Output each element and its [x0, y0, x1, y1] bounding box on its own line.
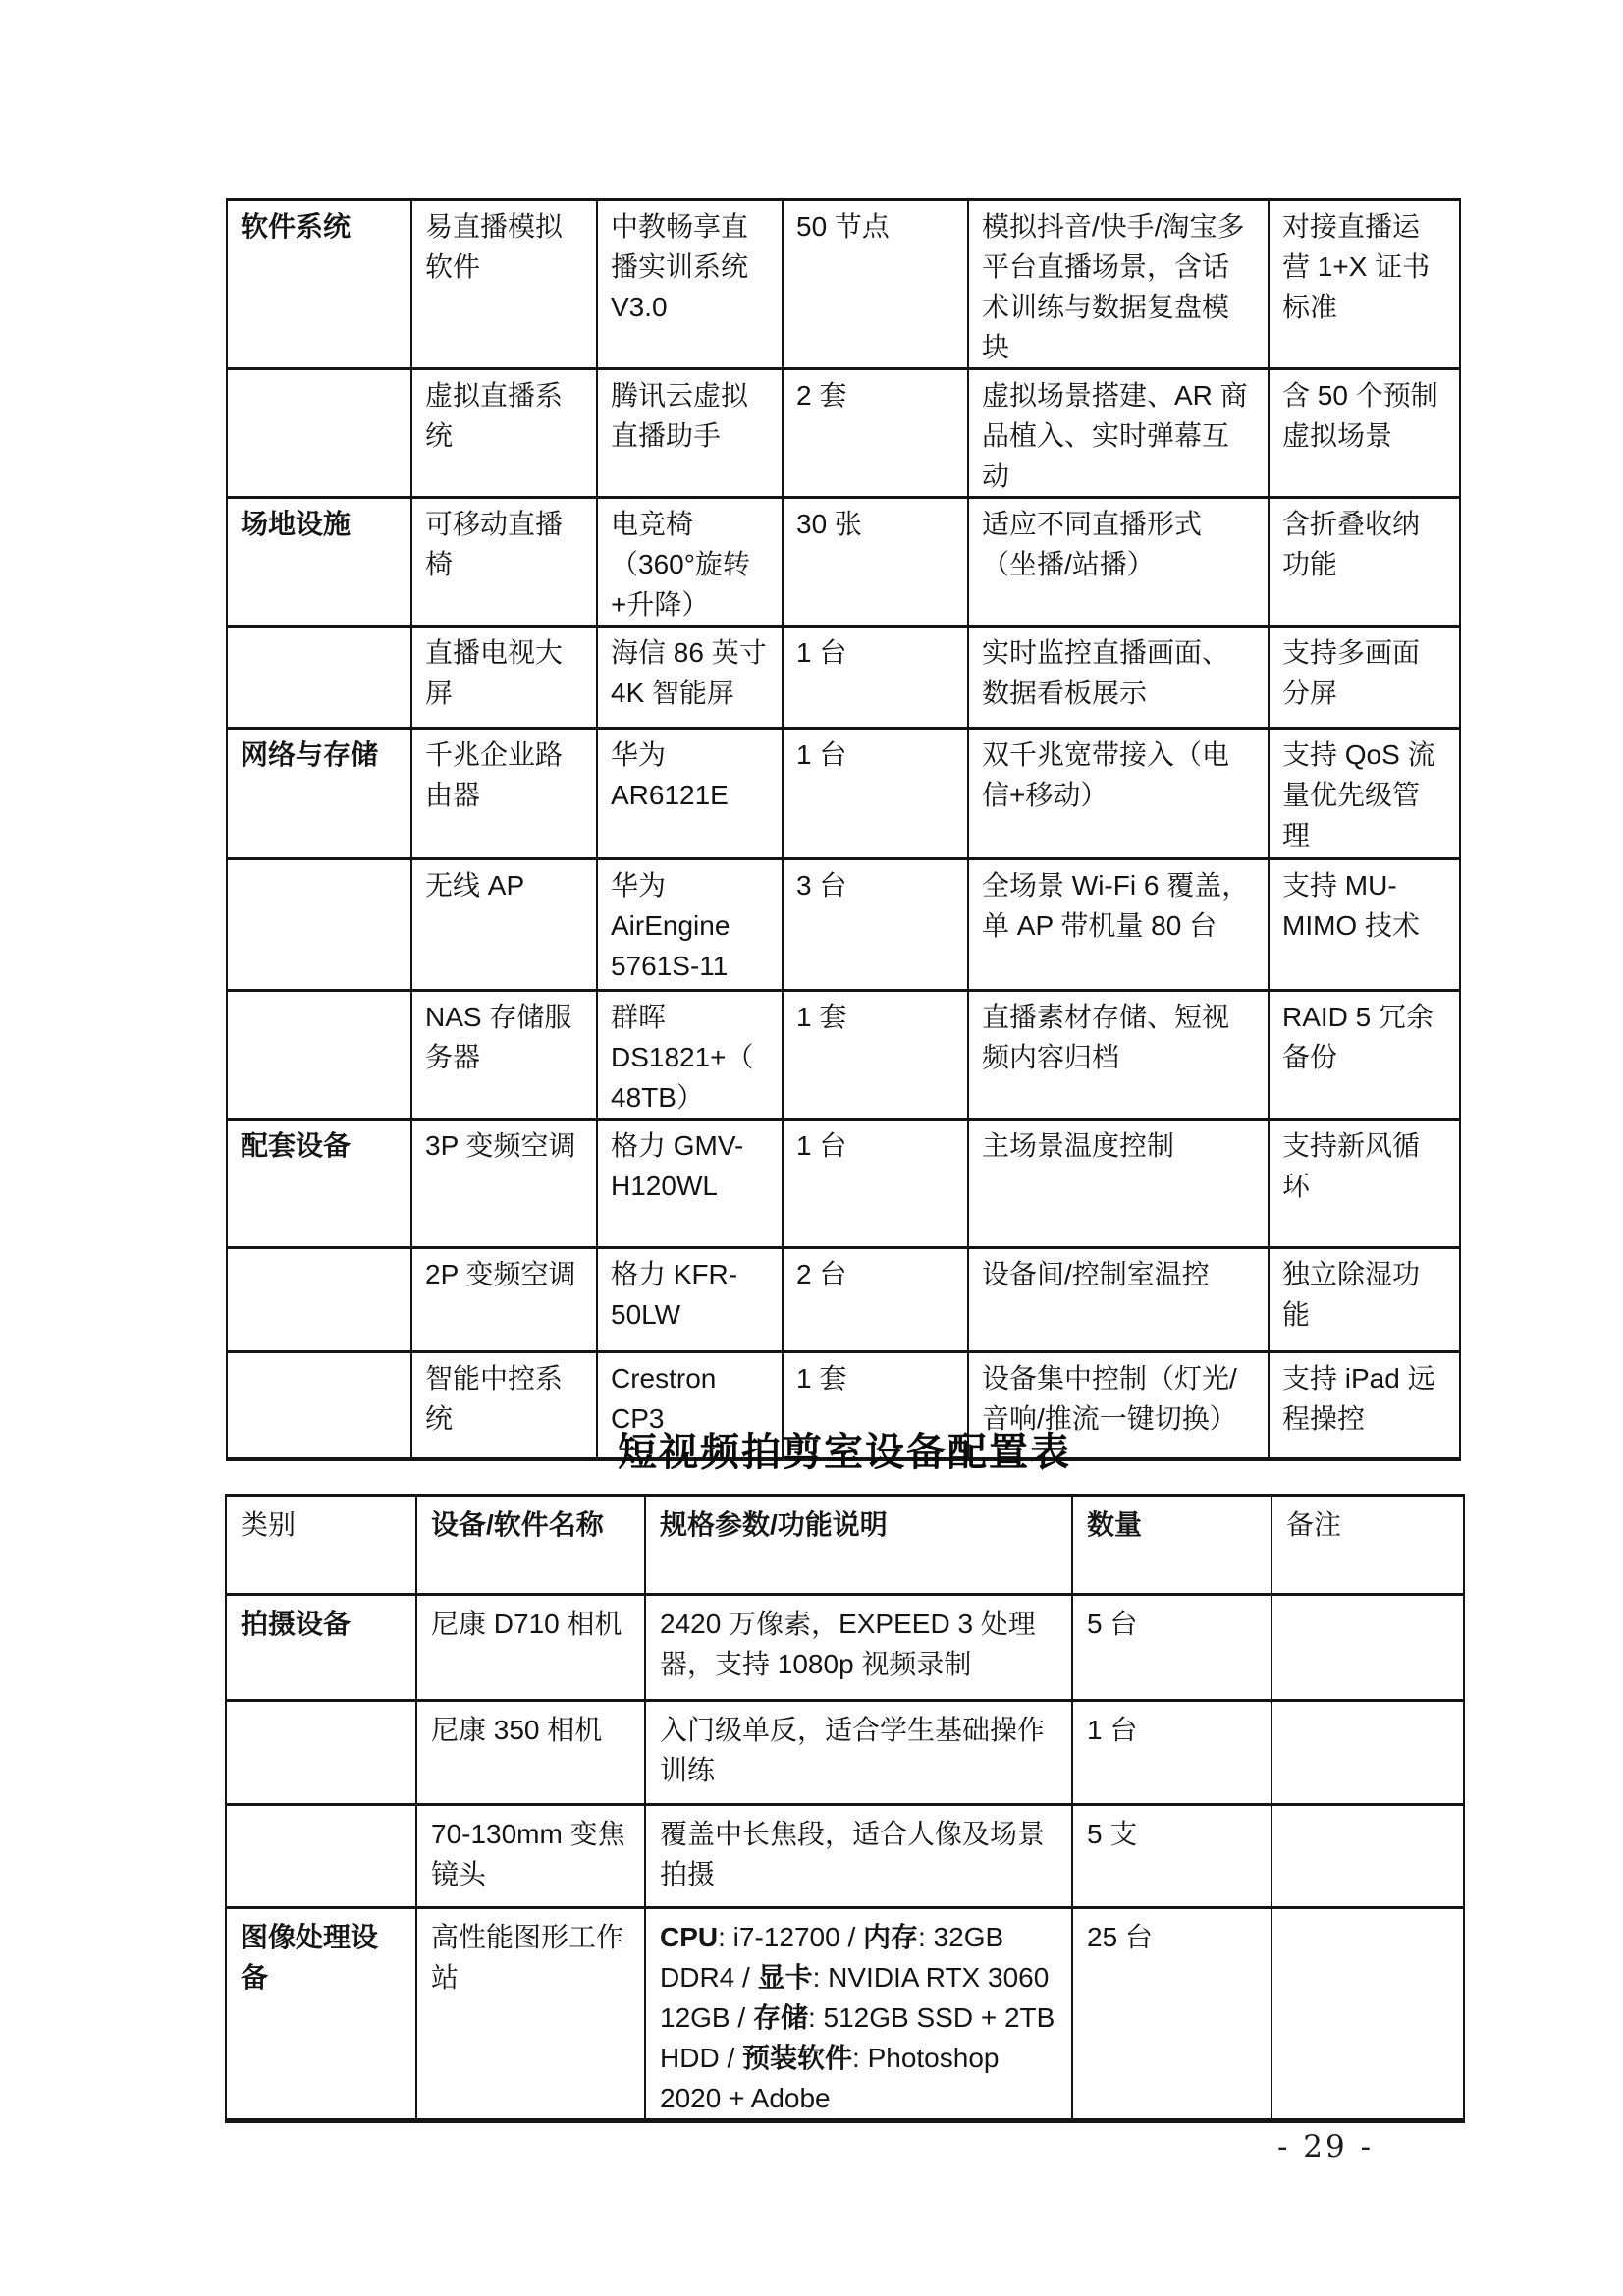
header-cell: 规格参数/功能说明 — [645, 1496, 1072, 1595]
header-cell: 类别 — [226, 1496, 416, 1595]
table-cell: 5 支 — [1072, 1805, 1271, 1908]
table-cell: NAS 存储服务器 — [411, 991, 597, 1120]
table-cell: 独立除湿功能 — [1269, 1248, 1460, 1352]
table-cell: 支持 QoS 流量优先级管理 — [1269, 729, 1460, 859]
table-cell: 虚拟场景搭建、AR 商品植入、实时弹幕互动 — [968, 369, 1269, 498]
table-cell: 2 台 — [783, 1248, 968, 1352]
video-editing-room-equipment-table — [225, 1494, 1465, 2123]
table-cell — [227, 859, 411, 991]
table-cell: 直播电视大屏 — [411, 627, 597, 729]
table-cell: 全场景 Wi-Fi 6 覆盖，单 AP 带机量 80 台 — [968, 859, 1269, 991]
table-cell: RAID 5 冗余备份 — [1269, 991, 1460, 1120]
table-cell: 图像处理设备 — [226, 1908, 416, 2121]
video-editing-room-table-title: 短视频拍剪室设备配置表 — [618, 1431, 1071, 1474]
table-cell: 支持 MU-MIMO 技术 — [1269, 859, 1460, 991]
header-cell: 数量 — [1072, 1496, 1271, 1595]
table-cell: 群晖 DS1821+（48TB） — [597, 991, 783, 1120]
table-cell: 千兆企业路由器 — [411, 729, 597, 859]
table-cell: 支持多画面分屏 — [1269, 627, 1460, 729]
table-cell: 虚拟直播系统 — [411, 369, 597, 498]
table-cell — [227, 369, 411, 498]
table-cell — [227, 627, 411, 729]
table-cell: 场地设施 — [227, 498, 411, 627]
table-cell: 入门级单反，适合学生基础操作训练 — [645, 1701, 1072, 1805]
table-cell: 格力 KFR-50LW — [597, 1248, 783, 1352]
table-cell: 华为 AR6121E — [597, 729, 783, 859]
table-row — [226, 1805, 1464, 1908]
table-cell: 覆盖中长焦段，适合人像及场景拍摄 — [645, 1805, 1072, 1908]
table-cell: 可移动直播椅 — [411, 498, 597, 627]
table-cell: 2420 万像素，EXPEED 3 处理器，支持 1080p 视频录制 — [645, 1595, 1072, 1701]
table-cell: 1 台 — [783, 729, 968, 859]
table-cell: Crestron CP3 — [597, 1352, 783, 1459]
table-cell: 1 套 — [783, 1352, 968, 1459]
table-row — [226, 1595, 1464, 1701]
table-cell: 高性能图形工作站 — [416, 1908, 645, 2121]
table-cell: 30 张 — [783, 498, 968, 627]
table-cell — [1271, 1805, 1464, 1908]
video-editing-room-table-body — [226, 1496, 1464, 2121]
table-cell: 软件系统 — [227, 200, 411, 369]
table-cell: 双千兆宽带接入（电信+移动） — [968, 729, 1269, 859]
table-row — [227, 1248, 1460, 1352]
table-cell: 实时监控直播画面、数据看板展示 — [968, 627, 1269, 729]
table-cell — [227, 1248, 411, 1352]
table-cell: 配套设备 — [227, 1120, 411, 1248]
table-cell: 3 台 — [783, 859, 968, 991]
table-cell: 适应不同直播形式（坐播/站播） — [968, 498, 1269, 627]
table-cell: 2 套 — [783, 369, 968, 498]
header-cell: 备注 — [1271, 1496, 1464, 1595]
table-cell: 含折叠收纳功能 — [1269, 498, 1460, 627]
table-cell: 1 套 — [783, 991, 968, 1120]
table-cell: 智能中控系统 — [411, 1352, 597, 1459]
table-cell — [227, 991, 411, 1120]
table-cell — [1271, 1701, 1464, 1805]
live-room-equipment-table — [226, 198, 1461, 1461]
header-cell: 设备/软件名称 — [416, 1496, 645, 1595]
table-row — [227, 859, 1460, 991]
table-cell: 2P 变频空调 — [411, 1248, 597, 1352]
table-row — [227, 200, 1460, 369]
table-row — [227, 627, 1460, 729]
table-cell: 50 节点 — [783, 200, 968, 369]
table-cell: 华为 AirEngine 5761S-11 — [597, 859, 783, 991]
table-cell: 尼康 D710 相机 — [416, 1595, 645, 1701]
table-row — [227, 729, 1460, 859]
table-cell — [1271, 1908, 1464, 2121]
table-cell — [226, 1701, 416, 1805]
table-cell: 腾讯云虚拟直播助手 — [597, 369, 783, 498]
table-cell: 直播素材存储、短视频内容归档 — [968, 991, 1269, 1120]
table-cell: 尼康 350 相机 — [416, 1701, 645, 1805]
table-row — [227, 1120, 1460, 1248]
table-cell: 1 台 — [783, 627, 968, 729]
table-row — [226, 1908, 1464, 2121]
table-cell: 电竞椅（360°旋转+升降） — [597, 498, 783, 627]
table-cell: 中教畅享直播实训系统V3.0 — [597, 200, 783, 369]
table-cell: 5 台 — [1072, 1595, 1271, 1701]
table-cell: 拍摄设备 — [226, 1595, 416, 1701]
table-cell: 3P 变频空调 — [411, 1120, 597, 1248]
table-cell: 无线 AP — [411, 859, 597, 991]
page-number: - 29 - — [1276, 2129, 1375, 2164]
table-cell: 主场景温度控制 — [968, 1120, 1269, 1248]
live-room-equipment-table-body — [227, 200, 1460, 1459]
table-cell: 25 台 — [1072, 1908, 1271, 2121]
table-cell: CPU: i7-12700 / 内存: 32GB DDR4 / 显卡: NVIDIA RTX 3060 12GB / 存储: 512GB SSD + 2TB HDD / 预装软件: Photoshop 2020 + Adobe — [645, 1908, 1072, 2121]
table-cell: 1 台 — [1072, 1701, 1271, 1805]
table-cell: 对接直播运营 1+X 证书标准 — [1269, 200, 1460, 369]
table-cell: 易直播模拟软件 — [411, 200, 597, 369]
table-row — [226, 1496, 1464, 1595]
table-cell: 支持 iPad 远程操控 — [1269, 1352, 1460, 1459]
table-row — [227, 369, 1460, 498]
table-cell: 70-130mm 变焦镜头 — [416, 1805, 645, 1908]
table-cell: 模拟抖音/快手/淘宝多平台直播场景，含话术训练与数据复盘模块 — [968, 200, 1269, 369]
table-cell: 海信 86 英寸 4K 智能屏 — [597, 627, 783, 729]
table-cell: 设备集中控制（灯光/音响/推流一键切换） — [968, 1352, 1269, 1459]
table-cell: 支持新风循环 — [1269, 1120, 1460, 1248]
table-cell — [1271, 1595, 1464, 1701]
table-row — [226, 1701, 1464, 1805]
table-cell: 网络与存储 — [227, 729, 411, 859]
table-row — [227, 991, 1460, 1120]
table-cell: 含 50 个预制虚拟场景 — [1269, 369, 1460, 498]
table-cell: 1 台 — [783, 1120, 968, 1248]
table-cell — [226, 1805, 416, 1908]
table-row — [227, 498, 1460, 627]
table-cell: 格力 GMV-H120WL — [597, 1120, 783, 1248]
table-cell: 设备间/控制室温控 — [968, 1248, 1269, 1352]
